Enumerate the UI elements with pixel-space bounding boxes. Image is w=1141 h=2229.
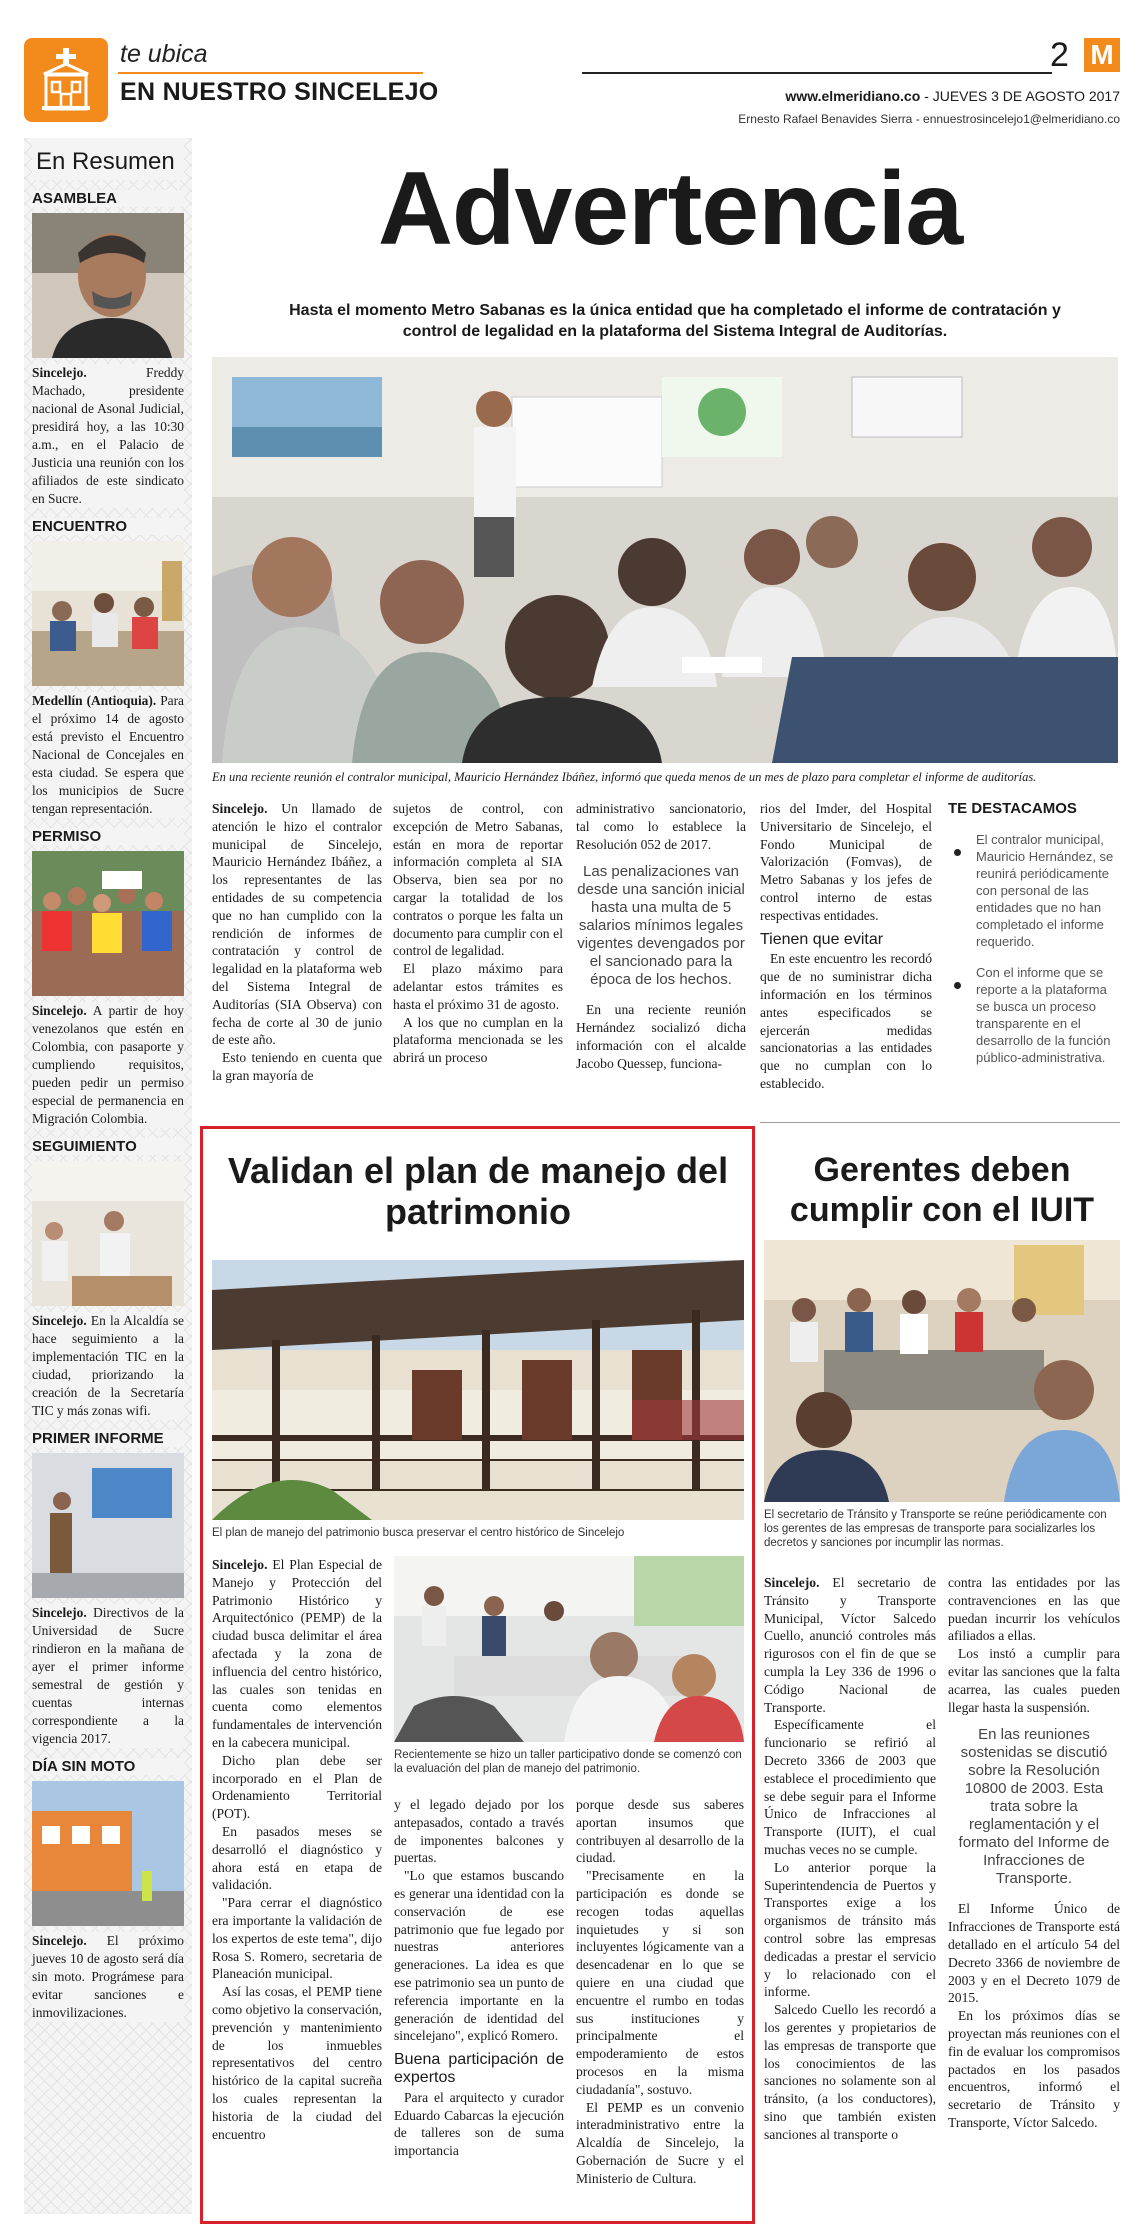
story2-paragraph: porque desde sus saberes aportan insumos que contribuyen al desarrollo de la ciudad. [576,1797,744,1866]
section-rule [118,72,423,74]
brief-text [32,1932,184,2022]
story2-photo-caption: El plan de manejo del patrimonio busca preservar el centro histórico de Sincelejo [212,1527,625,1539]
story2-headline: Validan el plan de manejo del patrimonio [227,1150,729,1232]
story2-paragraph: "Precisamente en la participación es donde se recogen todas aquellas inquietudes y si son incluyentes lógicamente van a desencadenar en lo que se quiere en una ciudad que encuentre el rumbo en todas sus instituciones y principalmente el empoderamiento de estos procesos en la misma ciudadanía", sostuvo. [576,1868,744,2097]
lead-paragraph: En una reciente reunión Hernández socializó dicha información con el alcalde Jacobo Quessep, funciona- [576,1002,746,1071]
story2-dateline: Sincelejo. [212,1557,268,1572]
story3-paragraph: El Informe Único de Infracciones de Transporte está detallado en el artículo 54 del Decreto 3366 de noviembre de 2003 y en el Decreto 1079 de 2015. [948,1901,1120,2006]
story2-paragraph: Así las cosas, el PEMP tiene como objetivo la conservación, prevención y mantenimiento de los inmuebles representativos del centro histórico de la capital sucreña los cuales representan la historia de la ciudad del encuentro [212,1984,382,2142]
church-icon [38,48,94,112]
story2-workshop-caption: Recientemente se hizo un taller participativo donde se comenzó con la evaluación del plan de manejo del patrimonio. [394,1749,742,1775]
story3-paragraph: Lo anterior porque la Superintendencia de Puertos y Transportes exige a los organismos de tránsito más control sobre las empresas dedicadas a prestar el servicio y lo relacionado con el informe. [764,1859,936,2000]
story3-paragraph: El secretario de Tránsito y Transporte Municipal, Víctor Salcedo Cuello, anunció controles más rigurosos con el fin de que se cumpla la Ley 336 de 1996 o Código Nacional de Transporte. [764,1575,936,1715]
issue-date: - JUEVES 3 DE AGOSTO 2017 [920,88,1120,104]
brief-dateline: Sincelejo. [32,1605,87,1620]
summary-sidebar [24,138,192,2214]
story3-paragraph: Salcedo Cuello les recordó a los gerentes y propietarios de las empresas de transporte que los conocimientos de las sanciones no solamente son al tránsito, (a los conductores), sino que también existen sanciones al transporte o [764,2002,936,2142]
story3-photo-caption: El secretario de Tránsito y Transporte se reúne periódicamente con los gerentes de las empresas de transporte para socializarles los decretos y sanciones por incumplir las normas. [764,1509,1107,1549]
brief-text [32,1312,184,1420]
lead-pullquote: Las penalizaciones van desde una sanción inicial hasta una multa de 5 salarios mínimos legales vigentes devengados por el sancionado para la época de los hechos. [577,863,745,989]
lead-paragraph: administrativo sancionatorio, tal como lo establece la Resolución 052 de 2017. [576,801,746,852]
lead-photo [212,357,1118,763]
brief-body: Freddy Machado, presidente nacional de Asonal Judicial, presidirá hoy, a las 10:30 a.m., en el Palacio de Justicia una reunión con los afiliados de este sindicato en Sucre. [32,365,184,506]
lead-photo-caption: En una reciente reunión el contralor municipal, Mauricio Hernández Ibáñez, informó que queda menos de un mes de plazo para completar el informe de auditorías. [212,770,1037,784]
lead-subhead: Tienen que evitar [760,930,884,948]
lead-paragraph: Esto teniendo en cuenta que la gran mayoría de [212,1050,382,1083]
dateline [560,88,1120,104]
story3-dateline: Sincelejo. [764,1575,820,1590]
brief-heading: ASAMBLEA [32,190,184,207]
brief-dateline: Sincelejo. [32,365,87,380]
lead-column-1 [212,800,382,1085]
brief-dateline: Medellín (Antioquia). [32,693,157,708]
story2-paragraph: En pasados meses se desarrolló el diagnóstico y ahora está en etapa de validación. [212,1823,382,1893]
story2-workshop-photo [394,1556,744,1742]
brief-dateline: Sincelejo. [32,1933,87,1948]
section-logo [24,38,108,122]
brief-heading: DÍA SIN MOTO [32,1758,184,1775]
story3-paragraph: En los próximos días se proyectan más reuniones con el fin de evaluar los compromisos pactados en los pasados encuentros, informó el secretario de Tránsito y Transporte, Víctor Salcedo. [948,2008,1120,2130]
brief-body: En la Alcaldía se hace seguimiento a la implementación TIC en la ciudad, priorizando la creación de la Secretaría TIC y más zonas wifi. [32,1313,184,1418]
story3-headline: Gerentes deben cumplir con el IUIT [789,1151,1095,1229]
lead-paragraph: rios del Imder, del Hospital Universitario de Sincelejo, el Fondo Municipal de Valorización (Fomvas), de Metro Sabanas y los jefes de control interno de estas respectivas entidades. [760,801,932,923]
lead-column-2 [393,800,563,1067]
story2-paragraph: El PEMP es un convenio interadministrativo entre la Alcaldía de Sincelejo, la Gobernación de Sucre y el Ministerio de Cultura. [576,2099,744,2186]
brief-text [32,1002,184,1128]
story3-paragraph: contra las entidades por las contravenciones en las que puedan incurrir los vehículos afiliados a ellas. [948,1575,1120,1644]
section-subtitle: te ubica [120,40,208,68]
story3-pullquote: En las reuniones sostenidas se discutió sobre la Resolución 10800 de 2003. Esta trata sobre la reglamentación y el formato del Informe de Infracciones de Transporte. [958,1726,1110,1888]
brief-body: Para el próximo 14 de agosto está previsto el Encuentro Nacional de Concejales en esta ciudad. Se espera que los municipios de Sucre tengan representación. [32,693,184,816]
brief-text [32,1604,184,1748]
brief-photo [32,1781,184,1926]
brief-dateline: Sincelejo. [32,1313,87,1328]
story3-paragraph: Los instó a cumplir para evitar las sanciones que la falta acarrea, las cuales pueden llegar hasta la suspensión. [948,1646,1120,1715]
lead-paragraph: En este encuentro les recordó que de no suministrar dicha información en los términos antes especificados se ejercerán medidas sancionatorias a las entidades que no cumplan con lo establecido. [760,951,932,1091]
header-rule [582,72,1052,74]
sidebar-title: En Resumen [32,138,184,180]
lead-paragraph: A los que no cumplan en la plataforma mencionada se les abrirá un proceso [393,1014,563,1066]
lead-dateline: Sincelejo. [212,801,268,816]
page-number: 2 [1050,36,1069,74]
lead-headline: Advertencia [377,151,963,267]
story2-column-1 [212,1556,382,2143]
highlights-box [948,800,1120,1066]
story3-column-1 [764,1574,936,2144]
story2-paragraph: El Plan Especial de Manejo y Protección del Patrimonio Histórico y Arquitectónico (PEMP) de la ciudad busca delimitar el área afectada y la zona de influencia del centro histórico, las cuales son tenidas en cuenta como elementos fundamentales de intervención en la cabecera municipal. [212,1557,382,1750]
brief-body: Directivos de la Universidad de Sucre rindieron en la mañana de ayer el primer informe semestral de gestión y cuentas internas correspondiente a la vigencia 2017. [32,1605,184,1746]
section-divider [760,1122,1120,1123]
story2-column-2 [394,1796,564,2160]
story3-column-2 [948,1574,1120,2132]
brief-dateline: Sincelejo. [32,1003,87,1018]
lead-paragraph: Un llamado de atención le hizo el contralor municipal de Sincelejo, Mauricio Hernández Ibáñez, a los representantes de las entidades de su competencia que no han cumplido con la rendición de informes de contratación y control de legalidad en la plataforma web del Sistema Integral de Auditorías (SIA Observa) con fecha de corte al 30 de junio de este año. [212,801,382,1048]
brief-photo [32,1161,184,1306]
brief-photo [32,1453,184,1598]
brief-heading: PERMISO [32,828,184,845]
story2-subhead: Buena participación de expertos [394,2051,564,2086]
brief-photo [32,541,184,686]
brief-heading: ENCUENTRO [32,518,184,535]
brief-heading: SEGUIMIENTO [32,1138,184,1155]
highlights-title: TE DESTACAMOS [948,800,1077,817]
story2-paragraph: y el legado dejado por los antepasados, contado a través de imponentes balcones y puertas. [394,1797,564,1866]
site-url[interactable]: www.elmeridiano.co [785,88,921,104]
brand-logo: M [1084,38,1120,72]
story3-photo [764,1240,1120,1502]
highlight-item: El contralor municipal, Mauricio Hernández, se reunirá periódicamente con personal de las entidades que no han completado el informe requerido. [948,831,1120,950]
story2-photo [212,1260,744,1520]
highlight-item: Con el informe que se reporte a la plataforma se busca un proceso transparente en el desarrollo de la función público-administrativa. [948,964,1120,1066]
brief-photo [32,851,184,996]
author-line: Ernesto Rafael Benavides Sierra - ennuestrosincelejo1@elmeridiano.co [738,112,1120,126]
story2-column-3 [576,1796,744,2188]
brief-text [32,364,184,508]
lead-paragraph: El plazo máximo para adelantar estos trámites es hasta el próximo 31 de agosto. [393,961,563,1012]
brief-heading: PRIMER INFORME [32,1430,184,1447]
story2-paragraph: Dicho plan debe ser incorporado en el Plan de Ordenamiento Territorial (POT). [212,1752,382,1822]
brief-body: El próximo jueves 10 de agosto será día sin moto. Prográmese para evitar sanciones e inmovilizaciones. [32,1933,184,2020]
brief-text [32,692,184,818]
story3-paragraph: Específicamente el funcionario se refirió al Decreto 3366 de 2003 que establece el procedimiento que se debe seguir para el Informe Único de Infracciones al Transporte (IUIT), el cual muchas veces no se cumple. [764,1717,936,1857]
story2-paragraph: "Para cerrar el diagnóstico era importante la validación de los expertos de este tema", dijo Rosa S. Romero, secretaria de Planeación municipal. [212,1895,382,1982]
lead-column-4 [760,800,932,1093]
brief-body: A partir de hoy venezolanos que estén en Colombia, con pasaporte y cumpliendo requisitos, pueden pedir un permiso especial de permanencia en Migración Colombia. [32,1003,184,1126]
story2-paragraph: Para el arquitecto y curador Eduardo Cabarcas la ejecución de talleres son de suma importancia [394,2089,564,2159]
lead-paragraph: sujetos de control, con excepción de Metro Sabanas, están en mora de reportar información completa al SIA Observa, bien sea por no cargar la totalidad de los contratos o porque les falta un documento para cumplir con el control de legalidad. [393,801,563,959]
section-title: EN NUESTRO SINCELEJO [120,78,439,106]
brief-photo [32,213,184,358]
story2-paragraph: "Lo que estamos buscando es generar una identidad con la conservación de ese patrimonio que fue legado por nuestras anteriores generaciones. La idea es que ese patrimonio sea un punto de referencia importante en la generación de identidad del sincelejano", explicó Romero. [394,1868,564,2044]
lead-column-3 [576,800,746,1073]
lead-deck: Hasta el momento Metro Sabanas es la única entidad que ha completado el informe de contratación y control de legalidad en la plataforma del Sistema Integral de Auditorías. [289,302,1061,340]
